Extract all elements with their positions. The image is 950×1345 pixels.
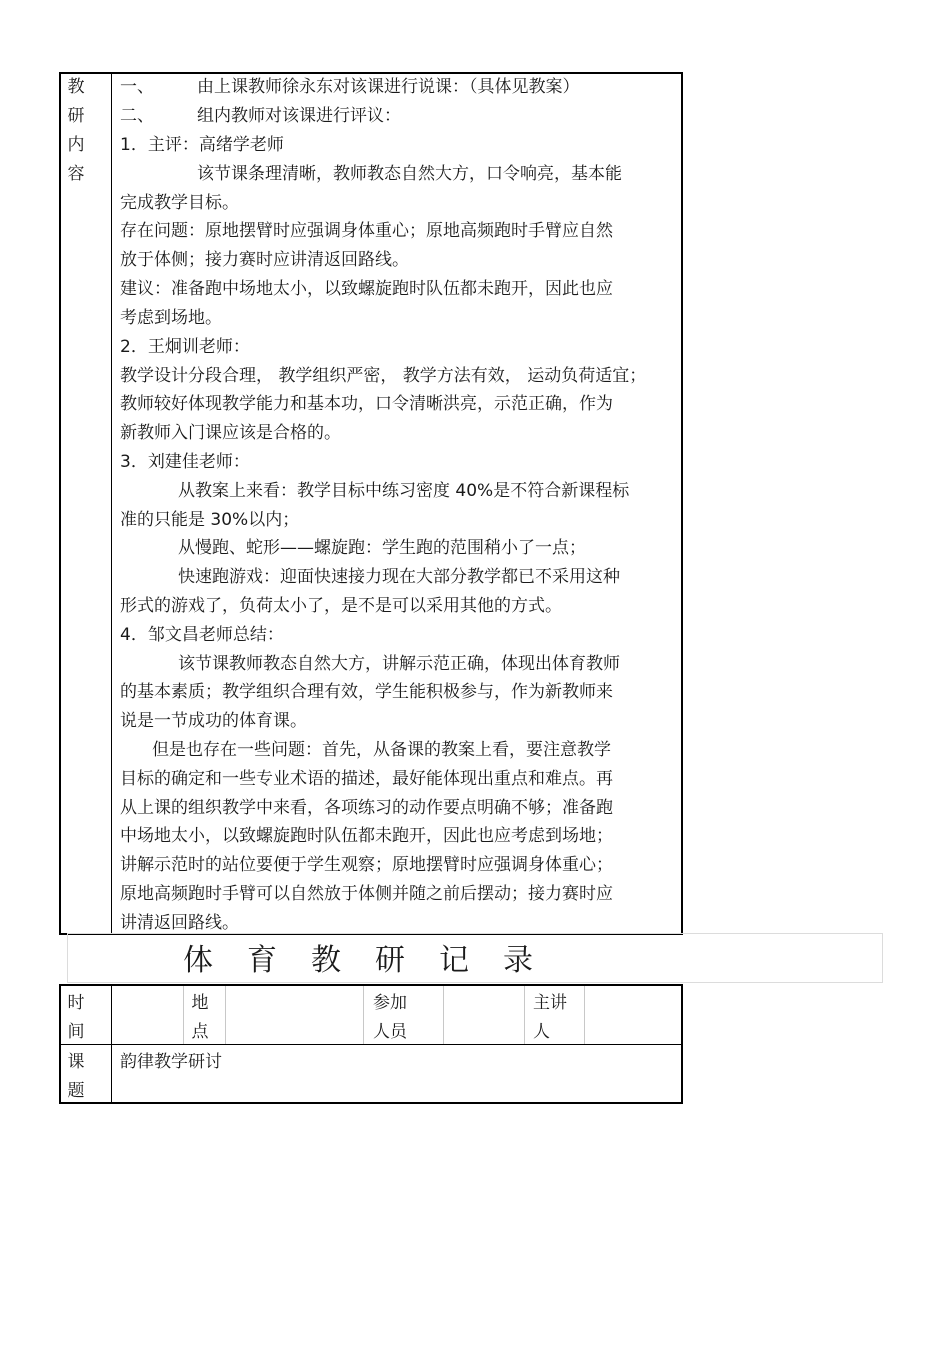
content-line: 讲解示范时的站位要便于学生观察；原地摆臂时应强调身体重心； xyxy=(120,855,613,875)
content-line: 从上课的组织教学中来看，各项练习的动作要点明确不够；准备跑 xyxy=(120,798,613,818)
participants-label: 人员 xyxy=(373,1022,407,1042)
content-line: 新教师入门课应该是合格的。 xyxy=(120,423,341,443)
page-title: 体育教研记录 xyxy=(183,943,567,978)
topic-label: 课 xyxy=(67,1052,85,1072)
content-line: 2．王炯训老师： xyxy=(120,337,250,357)
content-line: 形式的游戏了，负荷太小了，是不是可以采用其他的方式。 xyxy=(120,596,562,616)
content-line: 该节课条理清晰，教师教态自然大方，口令响亮，基本能 xyxy=(197,164,622,184)
content-line: 教学设计分段合理， 教学组织严密， 教学方法有效， 运动负荷适宜； xyxy=(120,366,647,386)
place-label: 地 xyxy=(191,993,209,1013)
content-line: 中场地太小，以致螺旋跑时队伍都未跑开，因此也应考虑到场地； xyxy=(120,826,613,846)
side-label-char: 教 xyxy=(67,77,85,97)
content-line: 完成教学目标。 xyxy=(120,193,239,213)
content-line: 但是也存在一些问题：首先，从备课的教案上看，要注意教学 xyxy=(152,740,611,760)
content-line: 的基本素质；教学组织合理有效，学生能积极参与，作为新教师来 xyxy=(120,682,613,702)
topic-value: 韵律教学研讨 xyxy=(120,1052,222,1072)
side-label-char: 研 xyxy=(67,106,85,126)
side-label-char: 内 xyxy=(67,135,85,155)
content-line: 目标的确定和一些专业术语的描述，最好能体现出重点和难点。再 xyxy=(120,769,613,789)
content-line: 1．主评：高绪学老师 xyxy=(120,135,284,155)
content-line: 3．刘建佳老师： xyxy=(120,452,250,472)
content-line: 说是一节成功的体育课。 xyxy=(120,711,307,731)
time-label: 间 xyxy=(67,1022,85,1042)
content-line: 组内教师对该课进行评议： xyxy=(197,106,401,126)
speaker-label: 主讲 xyxy=(533,993,567,1013)
content-line: 考虑到场地。 xyxy=(120,308,222,328)
place-label: 点 xyxy=(191,1022,209,1042)
content-line: 从慢跑、蛇形——螺旋跑：学生跑的范围稍小了一点； xyxy=(178,538,586,558)
content-line: 教师较好体现教学能力和基本功，口令清晰洪亮，示范正确，作为 xyxy=(120,394,613,414)
participants-label: 参加 xyxy=(373,993,407,1013)
time-label: 时 xyxy=(67,993,85,1013)
content-line: 由上课教师徐永东对该课进行说课：（具体见教案） xyxy=(197,77,580,97)
content-line: 快速跑游戏：迎面快速接力现在大部分教学都已不采用这种 xyxy=(178,567,620,587)
content-line: 从教案上来看：教学目标中练习密度 40%是不符合新课程标 xyxy=(178,481,630,501)
side-label-char: 容 xyxy=(67,164,85,184)
topic-label: 题 xyxy=(67,1081,85,1101)
content-line: 存在问题：原地摆臂时应强调身体重心；原地高频跑时手臂应自然 xyxy=(120,221,613,241)
list-marker: 二、 xyxy=(120,106,154,126)
content-line: 原地高频跑时手臂可以自然放于体侧并随之前后摆动；接力赛时应 xyxy=(120,884,613,904)
content-line: 准的只能是 30%以内； xyxy=(120,510,300,530)
content-line: 该节课教师教态自然大方，讲解示范正确，体现出体育教师 xyxy=(178,654,620,674)
content-line: 讲清返回路线。 xyxy=(120,913,239,933)
speaker-label: 人 xyxy=(533,1022,550,1042)
content-line: 4．邹文昌老师总结： xyxy=(120,625,284,645)
content-line: 建议：准备跑中场地太小，以致螺旋跑时队伍都未跑开，因此也应 xyxy=(120,279,613,299)
list-marker: 一、 xyxy=(120,77,154,97)
content-line: 放于体侧；接力赛时应讲清返回路线。 xyxy=(120,250,409,270)
